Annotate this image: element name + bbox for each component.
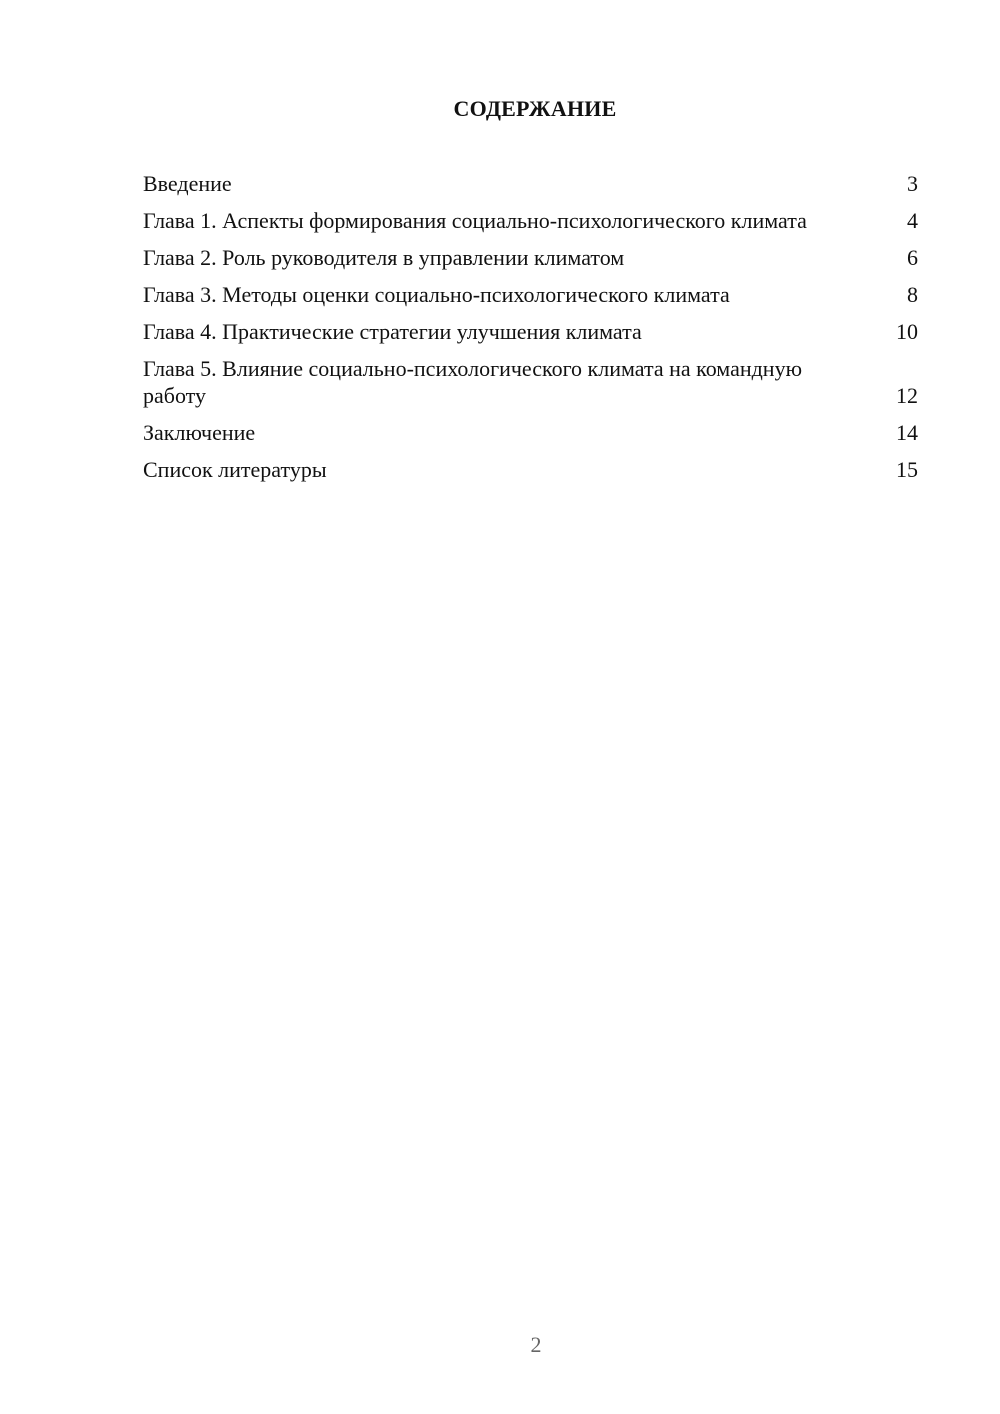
page-number: 2 bbox=[530, 1332, 542, 1357]
toc-entry-page: 3 bbox=[907, 171, 918, 196]
toc-entry-label: Введение bbox=[143, 171, 232, 196]
toc-entry-page: 8 bbox=[907, 282, 918, 307]
toc-entry-label: Список литературы bbox=[143, 457, 327, 482]
toc-entry-page: 6 bbox=[907, 245, 918, 270]
toc-entry-chapter-4[interactable] bbox=[143, 318, 918, 345]
toc-entry-label: Глава 5. Влияние социально-психологического климата на командную работу bbox=[143, 356, 803, 408]
toc-entry-label: Глава 1. Аспекты формирования социально-психологического климата bbox=[143, 208, 807, 233]
toc-entry-page: 12 bbox=[896, 383, 918, 408]
toc-entry-label: Заключение bbox=[143, 420, 256, 445]
toc-entry-page: 10 bbox=[896, 319, 918, 344]
toc-entry-chapter-1[interactable] bbox=[143, 207, 918, 234]
toc-entry-page: 14 bbox=[896, 420, 918, 445]
toc-entry-chapter-3[interactable] bbox=[143, 281, 918, 308]
toc-entry-chapter-5[interactable] bbox=[143, 355, 918, 409]
toc-entry-references[interactable] bbox=[143, 456, 918, 483]
toc-entry-conclusion[interactable] bbox=[143, 419, 918, 446]
toc-entry-page: 4 bbox=[907, 208, 918, 233]
toc-entry-chapter-2[interactable] bbox=[143, 244, 918, 271]
toc-entry-introduction[interactable] bbox=[143, 170, 918, 197]
toc-entry-label: Глава 4. Практические стратегии улучшения климата bbox=[143, 319, 642, 344]
toc-entry-label: Глава 2. Роль руководителя в управлении климатом bbox=[143, 245, 625, 270]
table-of-contents bbox=[143, 170, 918, 493]
toc-entry-label: Глава 3. Методы оценки социально-психологического климата bbox=[143, 282, 730, 307]
toc-title: СОДЕРЖАНИЕ bbox=[453, 96, 617, 121]
toc-entry-page: 15 bbox=[896, 457, 918, 482]
